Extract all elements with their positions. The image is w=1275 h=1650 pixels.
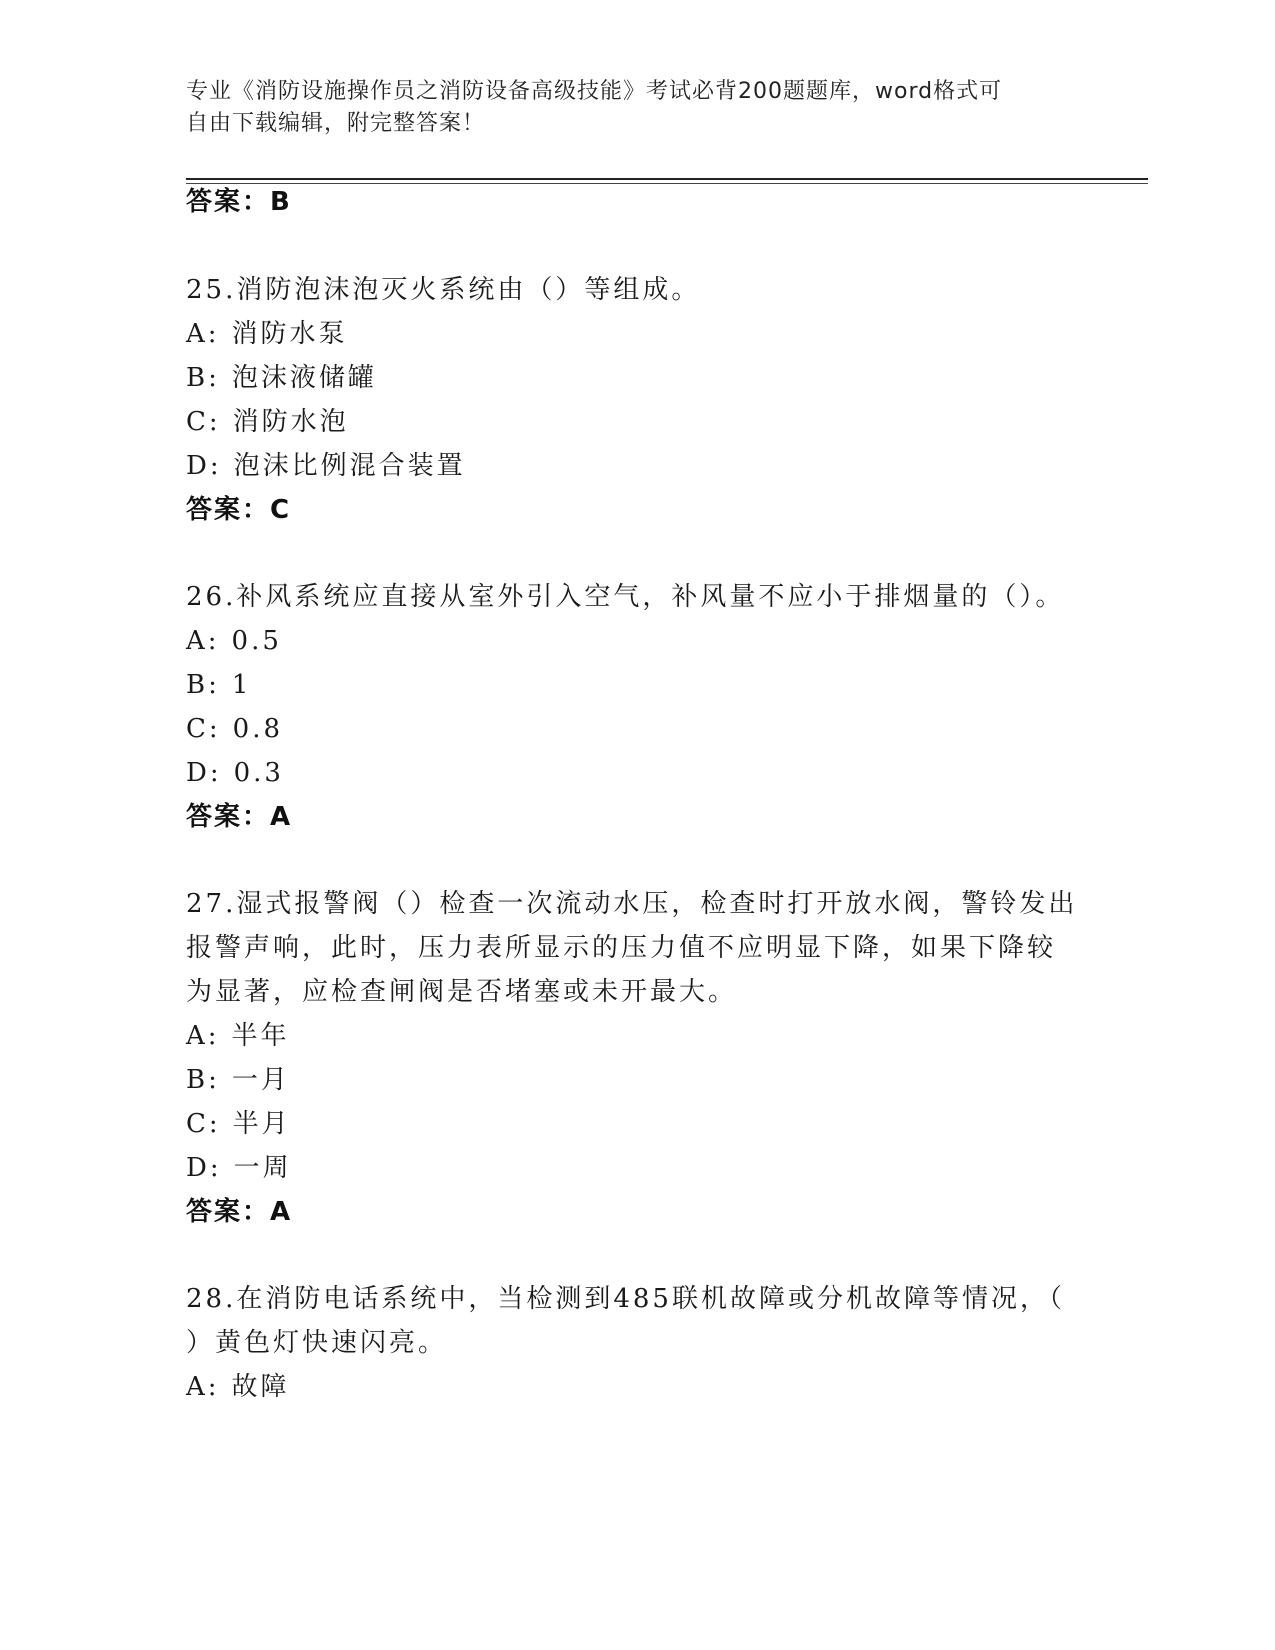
question-26-answer: 答案：A	[186, 802, 293, 832]
option-key: B:	[186, 670, 220, 700]
option-text: 1	[231, 670, 252, 700]
option-key: A:	[186, 319, 220, 349]
question-27-option-a	[186, 1019, 290, 1053]
option-text: 0.3	[233, 758, 284, 788]
option-text: 消防水泡	[232, 407, 349, 437]
question-26-option-c	[186, 712, 283, 746]
option-text: 半月	[232, 1109, 291, 1139]
option-key: B:	[186, 1065, 220, 1095]
question-27-option-b	[186, 1063, 290, 1097]
option-key: C:	[186, 714, 221, 744]
option-text: 一月	[231, 1065, 290, 1095]
question-25-stem: 25.消防泡沫泡灭火系统由（）等组成。	[186, 275, 701, 305]
question-27-answer: 答案：A	[186, 1197, 293, 1227]
option-key: A:	[186, 1372, 220, 1402]
question-27-stem-line-1: 27.湿式报警阀（）检查一次流动水压，检查时打开放水阀，警铃发出	[186, 889, 1078, 919]
header-divider-thin	[186, 183, 1148, 184]
option-text: 一周	[233, 1153, 292, 1183]
header-title	[186, 76, 1066, 140]
question-28-stem-line-2: ）黄色灯快速闪亮。	[186, 1328, 448, 1358]
option-text: 泡沫比例混合装置	[233, 451, 466, 481]
question-25-option-b	[186, 361, 377, 395]
option-text: 0.5	[231, 626, 282, 656]
question-25-option-d	[186, 449, 466, 483]
header-line-1: 专业《消防设施操作员之消防设备高级技能》考试必背200题题库，word格式可	[186, 79, 1003, 104]
question-26-option-a	[186, 624, 282, 658]
prev-answer: 答案：B	[186, 187, 292, 217]
option-text: 0.8	[232, 714, 284, 744]
header-line-2: 自由下载编辑，附完整答案！	[186, 111, 486, 136]
option-key: A:	[186, 626, 220, 656]
option-text: 泡沫液储罐	[231, 363, 377, 393]
question-27-stem-line-2: 报警声响，此时，压力表所显示的压力值不应明显下降，如果下降较	[186, 933, 1057, 963]
option-text: 故障	[231, 1372, 290, 1402]
question-28-stem-line-1: 28.在消防电话系统中，当检测到485联机故障或分机故障等情况，（	[186, 1284, 1065, 1314]
question-25-answer: 答案：C	[186, 495, 292, 525]
option-key: A:	[186, 1021, 220, 1051]
question-26-stem: 26.补风系统应直接从室外引入空气，补风量不应小于排烟量的（）。	[186, 582, 1065, 612]
question-25-option-a	[186, 317, 348, 351]
question-26-option-b	[186, 668, 251, 702]
question-27-option-d	[186, 1151, 292, 1185]
option-text: 消防水泵	[231, 319, 348, 349]
option-key: D:	[186, 758, 222, 788]
option-key: D:	[186, 451, 222, 481]
option-key: D:	[186, 1153, 222, 1183]
question-26-option-d	[186, 756, 284, 790]
question-27-stem-line-3: 为显著，应检查闸阀是否堵塞或未开最大。	[186, 977, 738, 1007]
question-27-option-c	[186, 1107, 291, 1141]
question-28-option-a	[186, 1370, 290, 1404]
option-text: 半年	[231, 1021, 290, 1051]
option-key: C:	[186, 1109, 221, 1139]
question-25-option-c	[186, 405, 349, 439]
option-key: B:	[186, 363, 220, 393]
option-key: C:	[186, 407, 221, 437]
header-divider	[186, 178, 1148, 180]
